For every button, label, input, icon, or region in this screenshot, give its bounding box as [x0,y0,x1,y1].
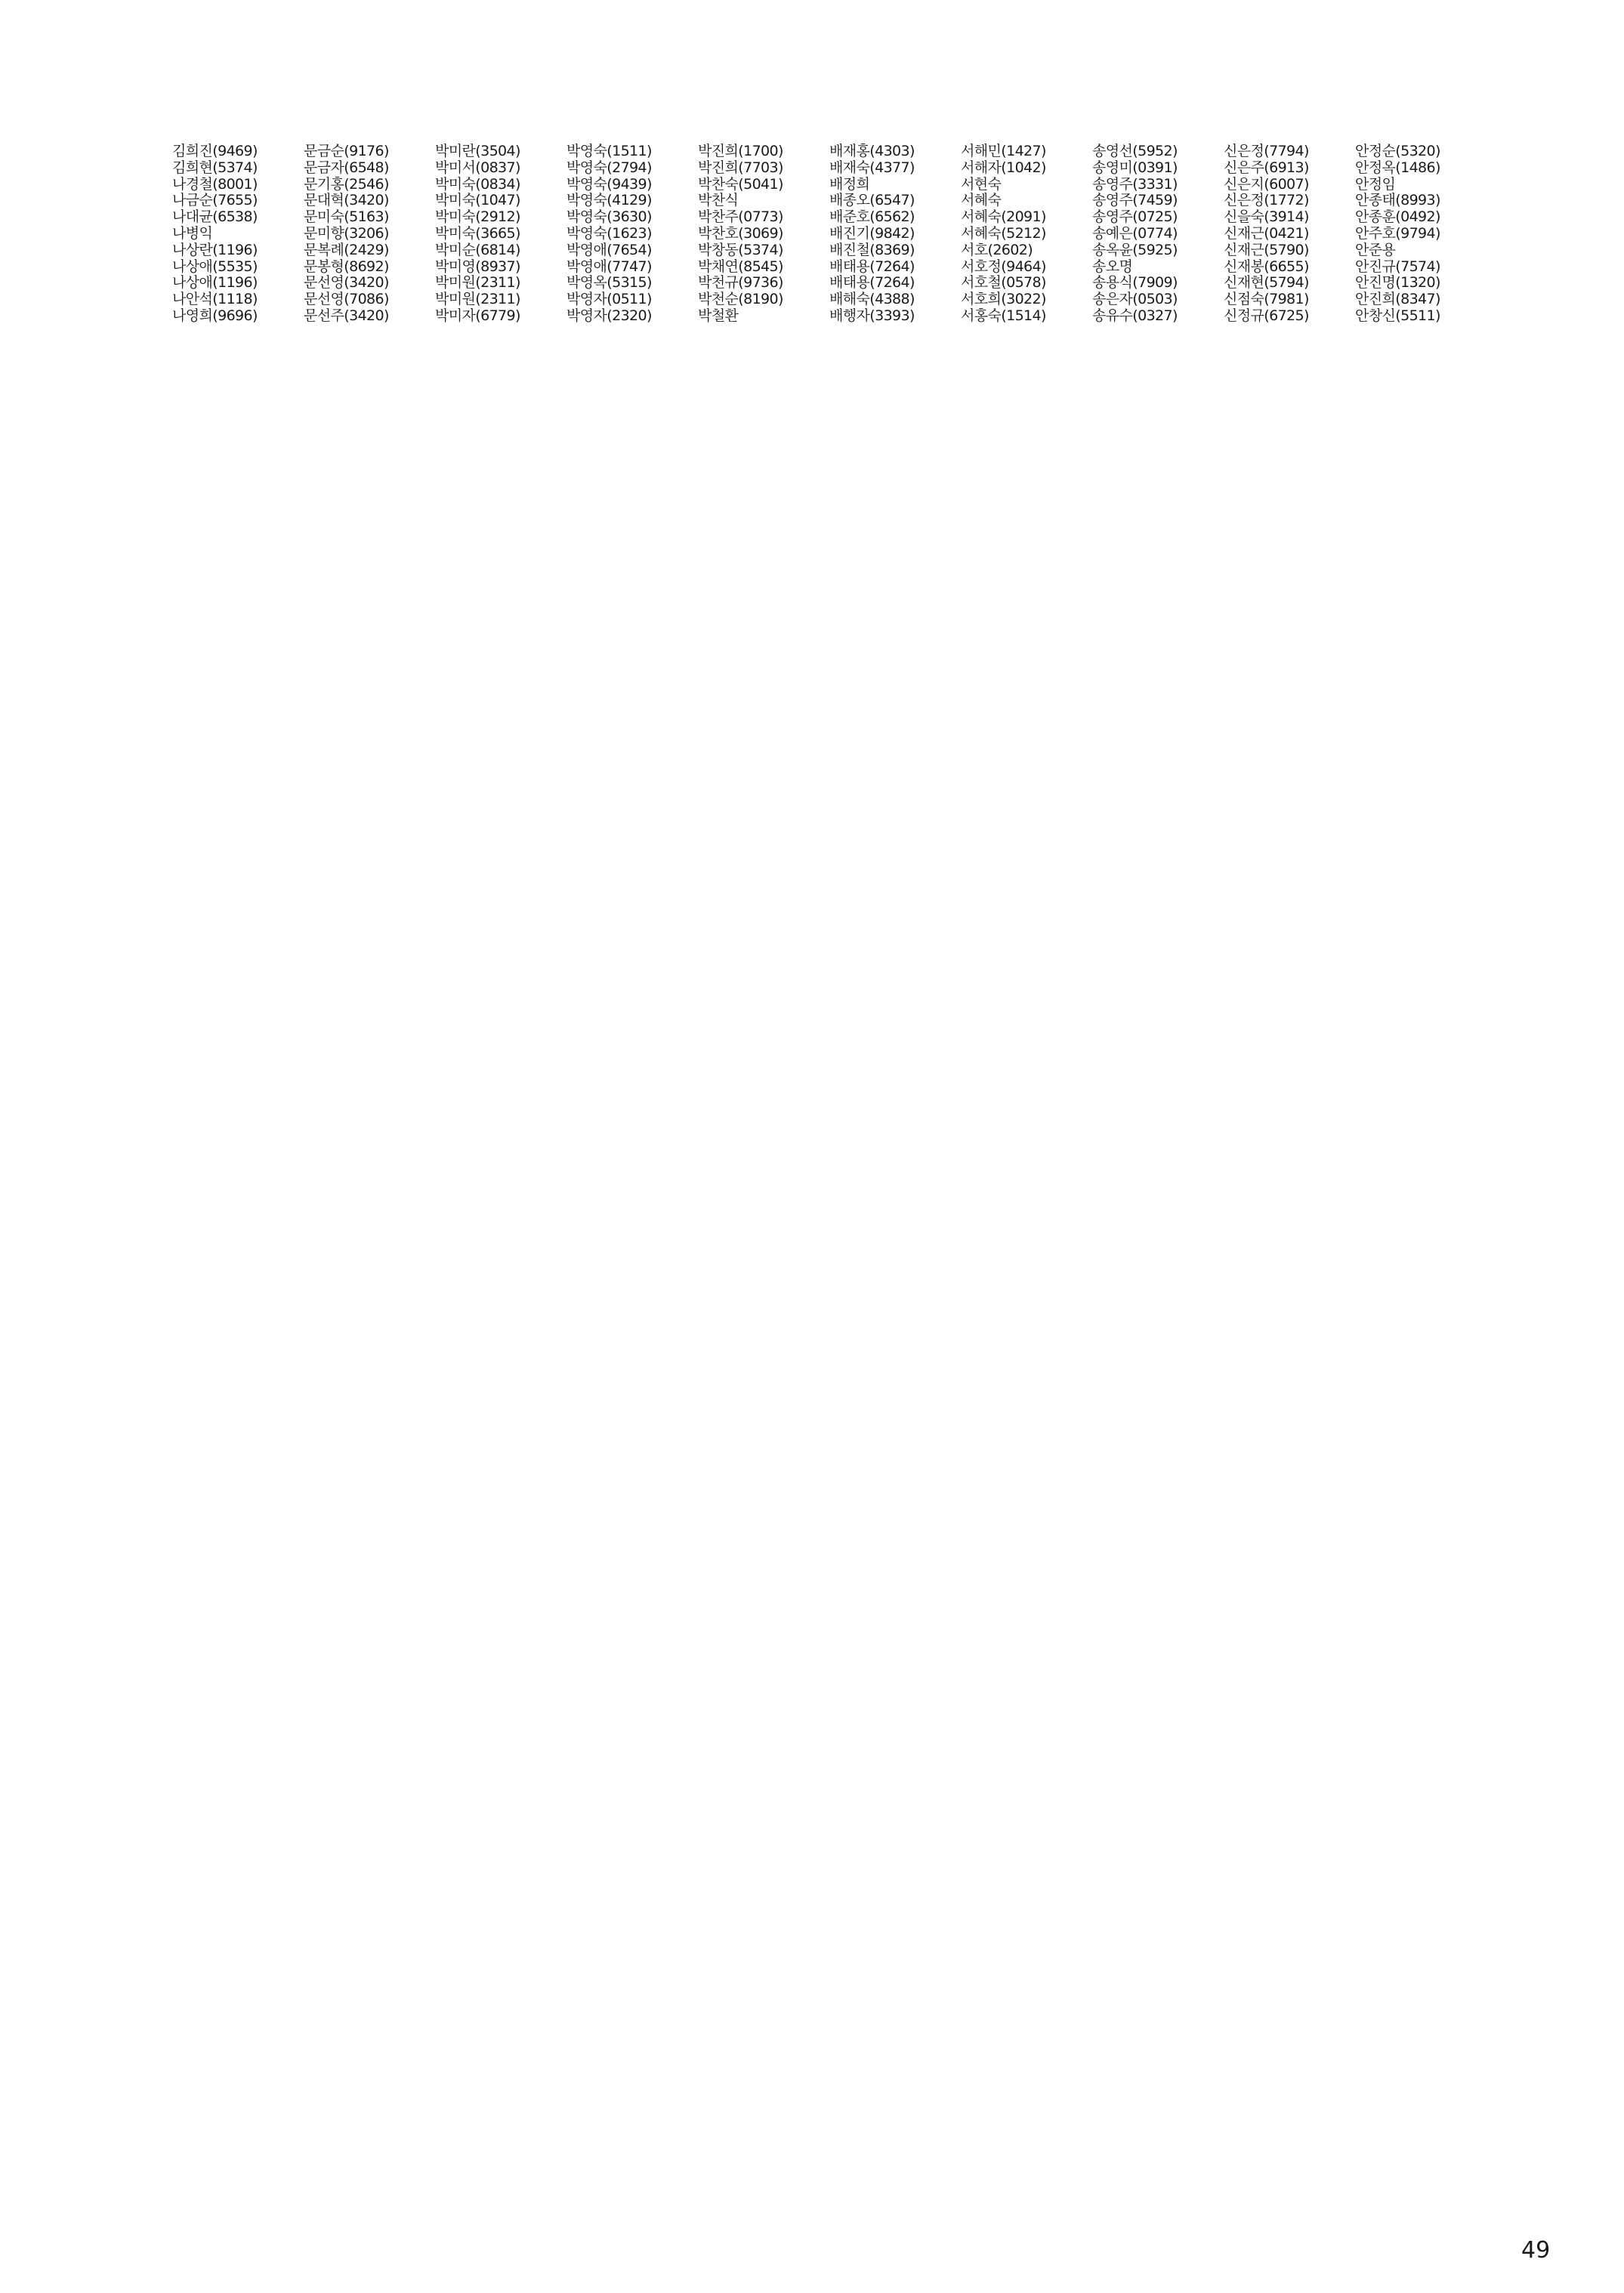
roster-entry: 배진기(9842) [829,225,915,242]
roster-column-5 [698,144,829,325]
roster-entry: 송은자(0503) [1092,292,1178,308]
roster-column-10 [1355,144,1487,325]
roster-entry: 신은정(1772) [1224,193,1309,209]
roster-entry: 박영숙(1511) [567,144,652,159]
roster-entry: 박미자(6779) [435,307,520,324]
roster-entry: 서혜숙(2091) [961,209,1046,226]
roster-entry: 서호(2602) [961,242,1033,258]
roster-entry: 신은지(6007) [1224,176,1309,193]
roster-entry: 박찬숙(5041) [698,176,783,193]
roster-entry: 박영애(7654) [567,242,652,258]
roster-entry: 나상애(1196) [172,275,258,292]
roster-entry: 안정옥(1486) [1355,159,1440,176]
roster-entry: 안진명(1320) [1355,275,1440,292]
roster-entry: 송예은(0774) [1092,225,1178,242]
roster-entry: 박철환 [698,307,739,324]
roster-entry: 배재홍(4303) [829,144,915,159]
roster-entry: 박영애(7747) [567,258,652,275]
roster-entry: 송영선(5952) [1092,144,1178,159]
roster-entry: 신은정(7794) [1224,144,1309,159]
roster-entry: 박미순(6814) [435,242,520,258]
roster-entry: 박찬식 [698,193,739,209]
roster-entry: 서호희(3022) [961,292,1046,308]
roster-entry: 안창신(5511) [1355,307,1440,324]
roster-entry: 송영주(0725) [1092,209,1178,226]
roster-entry: 김희현(5374) [172,159,258,176]
roster-entry: 박미숙(3665) [435,225,520,242]
roster-entry: 문미숙(5163) [304,209,389,226]
roster-entry: 서호철(0578) [961,275,1046,292]
roster-entry: 나병익 [172,225,213,242]
roster-entry: 박미영(8937) [435,258,520,275]
roster-entry: 문대혁(3420) [304,193,389,209]
roster-entry: 신을숙(3914) [1224,209,1309,226]
roster-entry: 박미숙(1047) [435,193,520,209]
roster-entry: 신정규(6725) [1224,307,1309,324]
roster-entry: 문미향(3206) [304,225,389,242]
roster-entry: 문기홍(2546) [304,176,389,193]
roster-column-6 [829,144,961,325]
roster-entry: 박영숙(1623) [567,225,652,242]
roster-entry: 나안석(1118) [172,292,258,308]
roster-entry: 안정순(5320) [1355,144,1440,159]
roster-entry: 서현숙 [961,176,1002,193]
roster-entry: 문복례(2429) [304,242,389,258]
roster-entry: 배해숙(4388) [829,292,915,308]
roster-entry: 안종훈(0492) [1355,209,1440,226]
roster-entry: 신재근(5790) [1224,242,1309,258]
roster-entry: 신재근(0421) [1224,225,1309,242]
roster-entry: 배준호(6562) [829,209,915,226]
roster-entry: 문선영(3420) [304,275,389,292]
roster-entry: 박창동(5374) [698,242,783,258]
roster-entry: 신재현(5794) [1224,275,1309,292]
roster-entry: 송영주(7459) [1092,193,1178,209]
roster-entry: 송영미(0391) [1092,159,1178,176]
roster-entry: 박채연(8545) [698,258,783,275]
roster-entry: 송용식(7909) [1092,275,1178,292]
roster-entry: 서혜숙 [961,193,1002,209]
roster-column-2 [304,144,435,325]
roster-entry: 박천규(9736) [698,275,783,292]
roster-entry: 박영자(2320) [567,307,652,324]
roster-column-1 [172,144,304,325]
roster-entry: 나상애(5535) [172,258,258,275]
roster-entry: 배태용(7264) [829,258,915,275]
roster-entry: 박찬주(0773) [698,209,783,226]
roster-entry: 서혜숙(5212) [961,225,1046,242]
roster-entry: 박미숙(0834) [435,176,520,193]
roster-entry: 배태용(7264) [829,275,915,292]
roster-entry: 문봉형(8692) [304,258,389,275]
roster-entry: 박영자(0511) [567,292,652,308]
roster-entry: 문선주(3420) [304,307,389,324]
roster-entry: 김희진(9469) [172,144,258,159]
roster-entry: 나대균(6538) [172,209,258,226]
roster-entry: 박영숙(2794) [567,159,652,176]
name-roster [172,144,1487,325]
roster-entry: 배행자(3393) [829,307,915,324]
roster-entry: 안준용 [1355,242,1396,258]
roster-entry: 서홍숙(1514) [961,307,1046,324]
roster-entry: 문금자(6548) [304,159,389,176]
roster-entry: 박미숙(2912) [435,209,520,226]
roster-entry: 안정임 [1355,176,1396,193]
roster-entry: 나금순(7655) [172,193,258,209]
roster-entry: 안진규(7574) [1355,258,1440,275]
roster-entry: 송영주(3331) [1092,176,1178,193]
roster-entry: 박미원(2311) [435,292,520,308]
roster-entry: 박진희(1700) [698,144,783,159]
roster-entry: 박천순(8190) [698,292,783,308]
roster-entry: 나경철(8001) [172,176,258,193]
roster-entry: 박영숙(4129) [567,193,652,209]
roster-column-9 [1224,144,1355,325]
roster-entry: 박영옥(5315) [567,275,652,292]
roster-entry: 안주호(9794) [1355,225,1440,242]
roster-entry: 박진희(7703) [698,159,783,176]
roster-column-8 [1092,144,1224,325]
roster-entry: 서해자(1042) [961,159,1046,176]
roster-entry: 안종태(8993) [1355,193,1440,209]
roster-entry: 박영숙(3630) [567,209,652,226]
roster-entry: 박미서(0837) [435,159,520,176]
roster-entry: 서호정(9464) [961,258,1046,275]
roster-entry: 배정희 [829,176,870,193]
roster-entry: 나상란(1196) [172,242,258,258]
roster-entry: 신은주(6913) [1224,159,1309,176]
roster-entry: 송오명 [1092,258,1133,275]
roster-entry: 배재숙(4377) [829,159,915,176]
roster-entry: 신점숙(7981) [1224,292,1309,308]
roster-entry: 안진희(8347) [1355,292,1440,308]
roster-entry: 박미원(2311) [435,275,520,292]
page-number: 49 [1521,2237,1551,2264]
roster-entry: 박미란(3504) [435,144,520,159]
roster-entry: 배종오(6547) [829,193,915,209]
roster-entry: 배진철(8369) [829,242,915,258]
roster-column-3 [435,144,567,325]
roster-entry: 박영숙(9439) [567,176,652,193]
roster-entry: 신재봉(6655) [1224,258,1309,275]
roster-column-7 [961,144,1092,325]
roster-entry: 문금순(9176) [304,144,389,159]
roster-column-4 [567,144,698,325]
roster-entry: 송유수(0327) [1092,307,1178,324]
roster-entry: 나영희(9696) [172,307,258,324]
roster-entry: 서해민(1427) [961,144,1046,159]
roster-entry: 문선영(7086) [304,292,389,308]
roster-entry: 송옥윤(5925) [1092,242,1178,258]
roster-entry: 박찬호(3069) [698,225,783,242]
